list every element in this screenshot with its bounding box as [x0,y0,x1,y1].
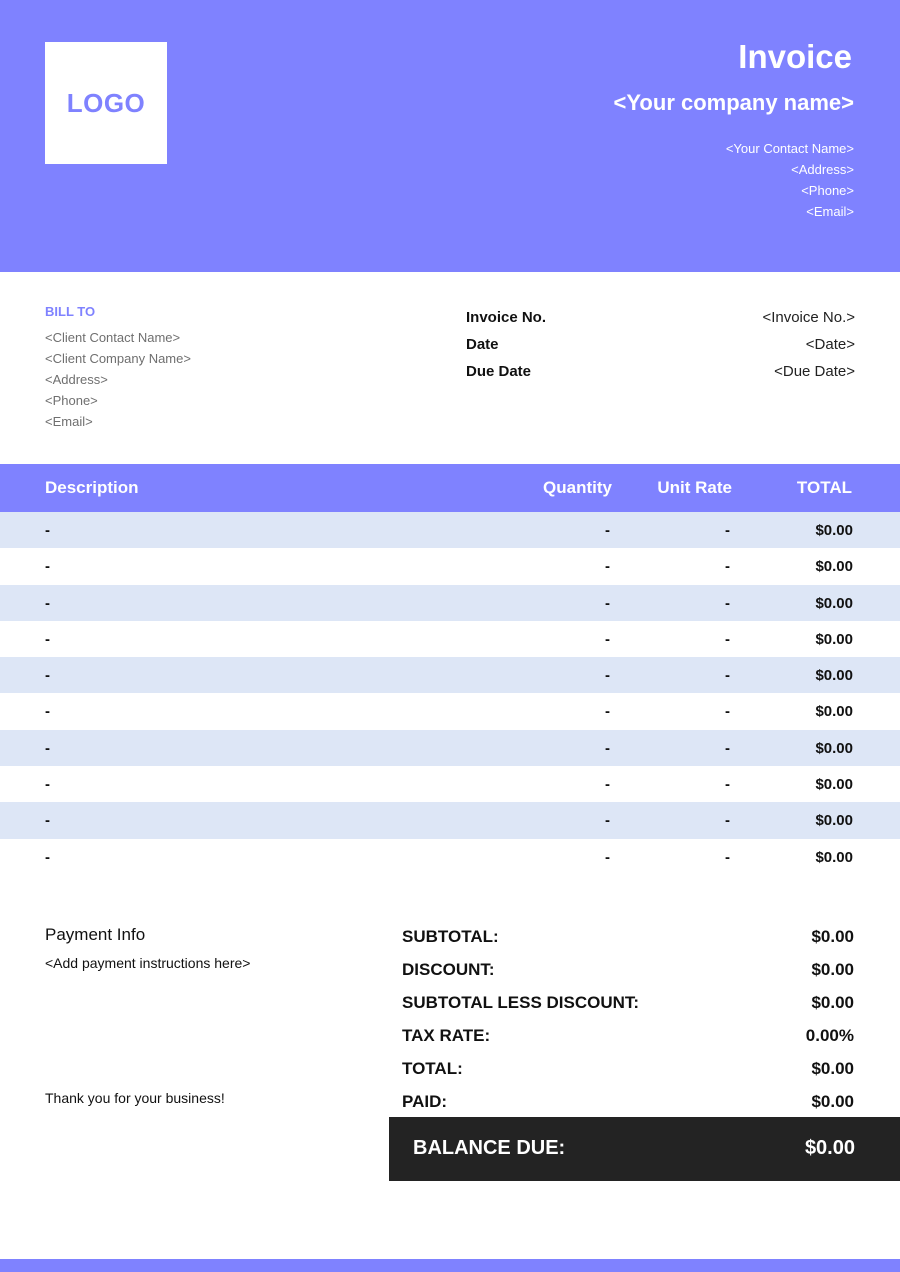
client-email: <Email> [45,414,93,429]
item-quantity: - [605,667,610,685]
tax-rate-value: 0.00% [805,1025,854,1045]
item-quantity: - [605,630,610,648]
company-address: <Address> [791,162,854,177]
table-row [0,657,900,693]
total-value: $0.00 [811,1058,854,1078]
client-phone: <Phone> [45,393,98,408]
item-total: $0.00 [815,594,853,612]
date-label: Date [466,336,499,353]
item-unit-rate: - [725,522,730,539]
tax-rate-label: TAX RATE: [402,1025,491,1045]
item-quantity: - [605,739,610,757]
item-total: $0.00 [815,703,853,721]
item-total: $0.00 [815,812,853,830]
payment-info-title: Payment Info [45,925,146,944]
item-description: - [45,630,50,648]
balance-due-label: BALANCE DUE: [413,1137,566,1159]
item-quantity: - [605,776,610,794]
company-contact-block [726,138,854,222]
discount-label: DISCOUNT: [402,959,495,979]
column-header-unit-rate: Unit Rate [657,478,732,497]
company-phone: <Phone> [801,183,854,198]
table-row [0,839,900,875]
items-table-header [0,464,900,512]
item-quantity: - [605,594,610,612]
item-description: - [45,522,50,539]
item-unit-rate: - [725,594,730,612]
item-unit-rate: - [725,558,730,576]
item-description: - [45,667,50,685]
invoice-header [0,0,900,272]
date-value: <Date> [805,336,855,353]
item-unit-rate: - [725,703,730,721]
item-total: $0.00 [815,630,853,648]
subtotal-row [402,920,854,953]
due-date-value: <Due Date> [774,363,855,380]
subtotal-label: SUBTOTAL: [402,926,499,946]
item-unit-rate: - [725,667,730,685]
table-row [0,766,900,802]
item-quantity: - [605,558,610,576]
paid-label: PAID: [402,1091,448,1111]
subtotal-value: $0.00 [811,926,854,946]
subtotal-less-discount-value: $0.00 [811,992,854,1012]
bill-to-section [45,304,191,432]
item-description: - [45,739,50,757]
item-unit-rate: - [725,739,730,757]
item-unit-rate: - [725,630,730,648]
column-header-total: TOTAL [796,478,852,497]
total-label: TOTAL: [402,1058,463,1078]
invoice-no-label: Invoice No. [466,309,547,326]
item-quantity: - [605,522,610,539]
client-company-name: <Client Company Name> [45,351,191,366]
subtotal-less-discount-label: SUBTOTAL LESS DISCOUNT: [402,992,640,1012]
item-description: - [45,594,50,612]
discount-row [402,953,854,986]
table-row [0,802,900,838]
meta-row-due-date [466,358,855,385]
paid-value: $0.00 [811,1091,854,1111]
item-unit-rate: - [725,776,730,794]
items-table-body [0,512,900,875]
table-row [0,548,900,584]
logo-placeholder [45,42,167,164]
item-total: $0.00 [815,776,853,794]
invoice-title: Invoice [738,38,852,75]
column-header-quantity: Quantity [543,478,612,497]
item-total: $0.00 [815,558,853,576]
balance-due-value: $0.00 [804,1137,855,1159]
item-description: - [45,703,50,721]
totals-block [402,920,854,1118]
item-total: $0.00 [815,739,853,757]
total-row [402,1052,854,1085]
table-row [0,693,900,729]
item-quantity: - [605,848,610,866]
bill-to-label: BILL TO [45,304,96,319]
column-header-description: Description [45,478,139,497]
item-description: - [45,812,50,830]
invoice-meta [466,304,855,385]
logo-text: LOGO [66,87,146,118]
item-quantity: - [605,812,610,830]
client-address: <Address> [45,372,108,387]
meta-row-invoice-no [466,304,855,331]
item-total: $0.00 [815,522,853,539]
table-row [0,730,900,766]
item-total: $0.00 [815,667,853,685]
item-total: $0.00 [815,848,853,866]
company-name: <Your company name> [613,90,854,115]
discount-value: $0.00 [811,959,854,979]
subtotal-less-discount-row [402,986,854,1019]
item-unit-rate: - [725,848,730,866]
table-row [0,621,900,657]
item-description: - [45,776,50,794]
payment-instructions: <Add payment instructions here> [45,955,251,971]
due-date-label: Due Date [466,363,532,380]
paid-row [402,1085,854,1118]
meta-row-date [466,331,855,358]
tax-rate-row [402,1019,854,1052]
table-row [0,512,900,548]
item-quantity: - [605,703,610,721]
company-email: <Email> [806,204,854,219]
item-description: - [45,558,50,576]
client-contact-name: <Client Contact Name> [45,330,181,345]
table-row [0,585,900,621]
item-description: - [45,848,50,866]
invoice-no-value: <Invoice No.> [762,309,855,326]
company-contact-name: <Your Contact Name> [725,141,854,156]
item-unit-rate: - [725,812,730,830]
thank-you-note: Thank you for your business! [45,1090,225,1106]
footer-accent-bar [0,1259,900,1272]
balance-due-bar [389,1117,900,1181]
